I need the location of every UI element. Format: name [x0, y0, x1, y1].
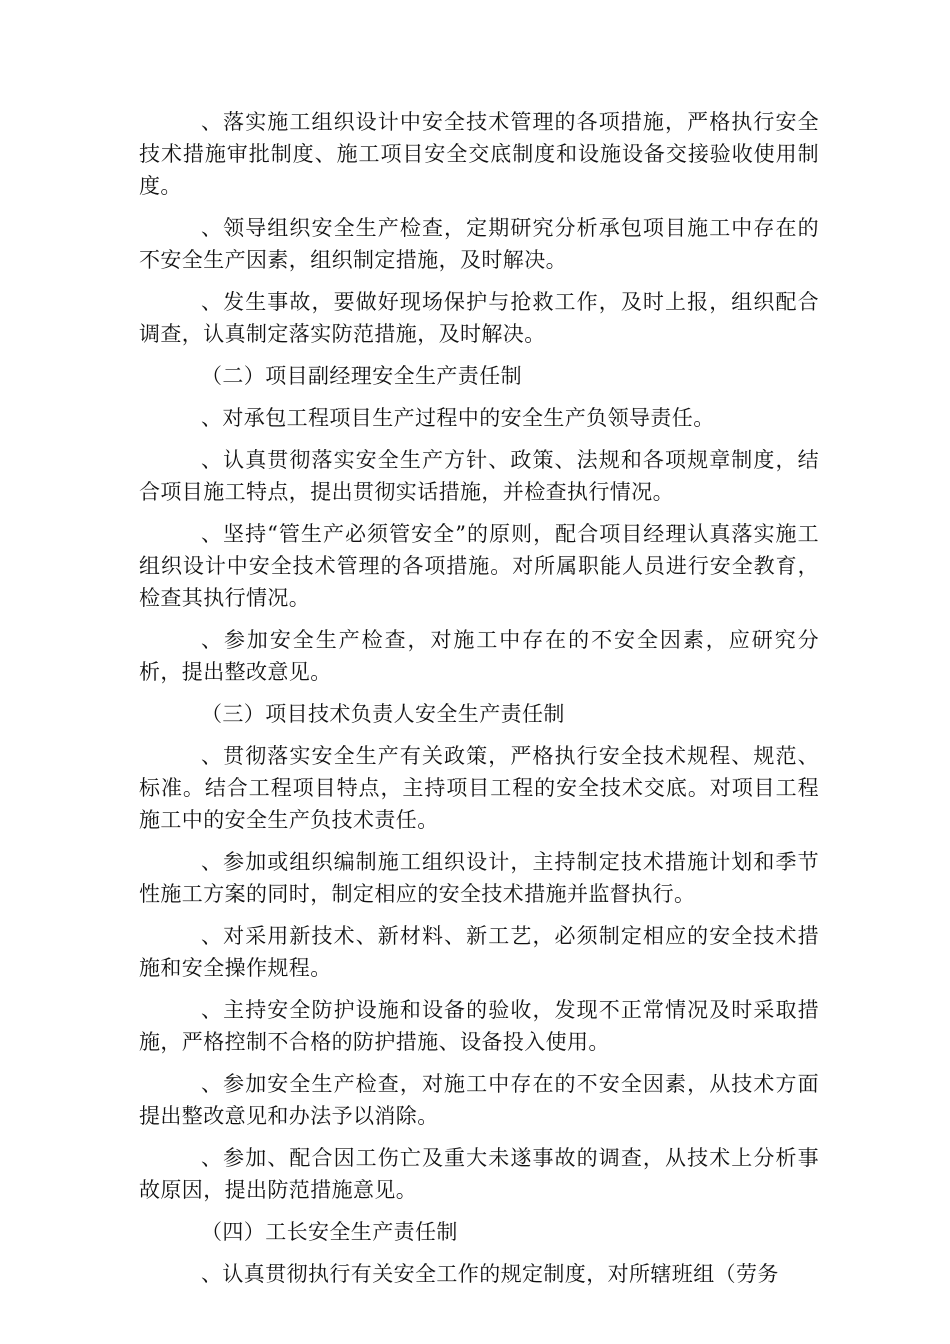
section-heading: （四）工长安全生产责任制	[201, 1220, 458, 1244]
document-page	[139, 106, 819, 1290]
paragraph: 、贯彻落实安全生产有关政策，严格执行安全技术规程、规范、标准。结合工程项目特点，主持项目工程的安全技术交底。对项目工程施工中的安全生产负技术责任。	[139, 744, 819, 832]
paragraph: 、发生事故，要做好现场保护与抢救工作，及时上报，组织配合调查，认真制定落实防范措施，及时解决。	[139, 290, 819, 346]
section-heading: （二）项目副经理安全生产责任制	[201, 364, 522, 388]
paragraph: 、参加、配合因工伤亡及重大未遂事故的调查，从技术上分析事故原因，提出防范措施意见。	[139, 1146, 819, 1202]
paragraph: 、落实施工组织设计中安全技术管理的各项措施，严格执行安全技术措施审批制度、施工项目安全交底制度和设施设备交接验收使用制度。	[139, 110, 819, 198]
paragraph: 、认真贯彻落实安全生产方针、政策、法规和各项规章制度，结合项目施工特点，提出贯彻实话措施，并检查执行情况。	[139, 448, 819, 504]
paragraph: 、参加安全生产检查，对施工中存在的不安全因素，应研究分析，提出整改意见。	[139, 628, 819, 684]
paragraph: 、对采用新技术、新材料、新工艺，必须制定相应的安全技术措施和安全操作规程。	[139, 924, 819, 980]
paragraph: 、坚持“管生产必须管安全”的原则，配合项目经理认真落实施工组织设计中安全技术管理的各项措施。对所属职能人员进行安全教育，检查其执行情况。	[139, 522, 819, 610]
paragraph: 、主持安全防护设施和设备的验收，发现不正常情况及时采取措施，严格控制不合格的防护措施、设备投入使用。	[139, 998, 819, 1054]
paragraph: 、认真贯彻执行有关安全工作的规定制度，对所辖班组（劳务	[201, 1262, 779, 1286]
paragraph: 、领导组织安全生产检查，定期研究分析承包项目施工中存在的不安全生产因素，组织制定措施，及时解决。	[139, 216, 819, 272]
paragraph: 、对承包工程项目生产过程中的安全生产负领导责任。	[201, 406, 715, 430]
paragraph: 、参加安全生产检查，对施工中存在的不安全因素，从技术方面提出整改意见和办法予以消除。	[139, 1072, 819, 1128]
paragraph: 、参加或组织编制施工组织设计，主持制定技术措施计划和季节性施工方案的同时，制定相应的安全技术措施并监督执行。	[139, 850, 819, 906]
section-heading: （三）项目技术负责人安全生产责任制	[201, 702, 565, 726]
